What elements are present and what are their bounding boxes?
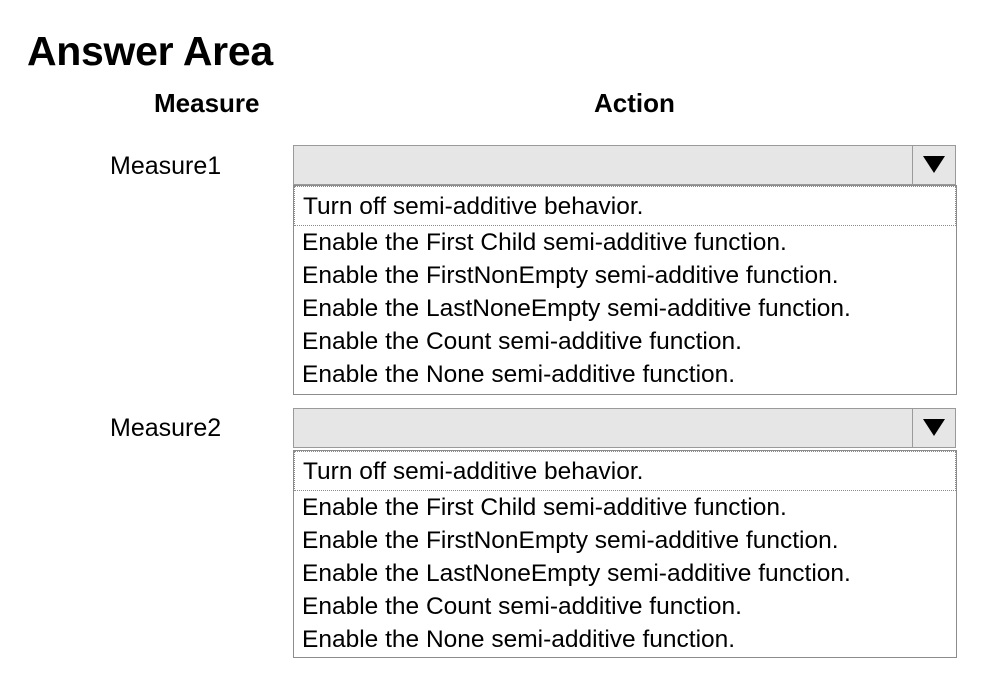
measure2-label: Measure2 <box>110 414 222 442</box>
measure1-label: Measure1 <box>110 152 222 180</box>
page-title: Answer Area <box>27 28 273 74</box>
dropdown-toggle[interactable] <box>912 409 955 447</box>
dropdown-option[interactable]: Enable the First Child semi-additive function. <box>302 229 787 256</box>
dropdown-option[interactable]: Enable the None semi-additive function. <box>302 361 736 388</box>
dropdown-option[interactable]: Enable the Count semi-additive function. <box>302 593 742 620</box>
measure1-action-dropdown[interactable] <box>293 145 956 185</box>
dropdown-option[interactable]: Enable the FirstNonEmpty semi-additive function. <box>302 527 839 554</box>
dropdown-option[interactable]: Turn off semi-additive behavior. <box>294 451 956 491</box>
measure1-options-list <box>293 185 957 395</box>
dropdown-option[interactable]: Enable the LastNoneEmpty semi-additive function. <box>302 295 851 322</box>
dropdown-option[interactable]: Enable the FirstNonEmpty semi-additive function. <box>302 262 839 289</box>
dropdown-option[interactable]: Enable the Count semi-additive function. <box>302 328 742 355</box>
dropdown-option[interactable]: Enable the LastNoneEmpty semi-additive function. <box>302 560 851 587</box>
dropdown-option[interactable]: Enable the None semi-additive function. <box>302 626 736 653</box>
action-column-header: Action <box>594 88 675 118</box>
dropdown-option[interactable]: Turn off semi-additive behavior. <box>294 186 956 226</box>
dropdown-toggle[interactable] <box>912 146 955 184</box>
chevron-down-icon <box>923 156 945 174</box>
measure2-action-dropdown[interactable] <box>293 408 956 448</box>
dropdown-option[interactable]: Enable the First Child semi-additive function. <box>302 494 787 521</box>
measure-column-header: Measure <box>154 88 260 118</box>
measure2-options-list <box>293 450 957 658</box>
chevron-down-icon <box>923 419 945 437</box>
